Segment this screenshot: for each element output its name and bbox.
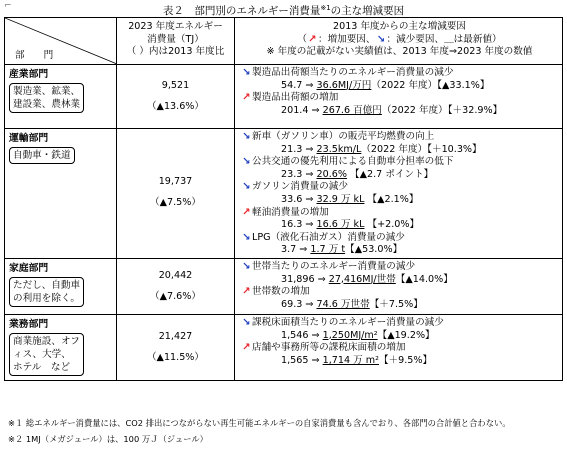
- energy-value-cell: [117, 258, 235, 314]
- factor-description: [241, 131, 560, 144]
- header-energy-line1: 2023 年度エネルギー: [128, 21, 223, 32]
- title-footnote-ref: ※1: [320, 4, 331, 12]
- factor-description: [241, 92, 560, 105]
- factor-text: 製造品出荷額当たりのエネルギー消費量の減少: [252, 67, 454, 78]
- factor-latest-value: 1.7 万 t: [310, 244, 346, 256]
- factor-change: 【▲14.0%】: [395, 273, 453, 285]
- table-row: [5, 129, 563, 259]
- factor-text: 店舗や事務所等の課税床面積の増加: [252, 342, 406, 354]
- increase-arrow-icon: ↗: [308, 33, 317, 45]
- factor-description: [241, 156, 560, 169]
- factor-text: LPG（液化石油ガス）消費量の減少: [252, 231, 405, 243]
- header-energy: [117, 18, 235, 65]
- legend-decrease-text: ：減少要因、: [386, 33, 445, 45]
- sector-name: 家庭部門: [9, 262, 49, 274]
- factor-description: [241, 232, 560, 245]
- factors-cell: [235, 314, 563, 380]
- increase-arrow-icon: ↗: [242, 206, 251, 218]
- factor-values: [241, 299, 560, 312]
- factor-description: [241, 286, 560, 299]
- sector-name: 業務部門: [9, 318, 49, 330]
- factor-latest-value: 16.6 万 kL: [316, 219, 365, 231]
- energy-table: [4, 17, 563, 381]
- sector-scope-line: 製造業、鉱業、: [13, 86, 81, 97]
- footnotes: [8, 415, 511, 447]
- decrease-arrow-icon: ↘: [242, 260, 251, 272]
- factor-base-value: 54.7 ⇒: [281, 79, 317, 91]
- factor-description: [241, 67, 560, 80]
- factor-values: [241, 219, 560, 232]
- energy-value: 19,737: [158, 176, 193, 187]
- sector-scope-line: ホテル など: [13, 361, 71, 373]
- energy-value: 21,427: [158, 330, 193, 342]
- factor-text: 世帯当たりのエネルギー消費量の減少: [252, 260, 416, 272]
- energy-ratio: （▲7.6%）: [150, 290, 201, 302]
- legend-increase-text: ：増加要因、: [317, 33, 376, 45]
- sector-cell: [5, 258, 117, 314]
- header-sector: [5, 18, 117, 65]
- header-factors-line1: 2013 年度からの主な増減要因: [333, 21, 466, 32]
- factor-change: 【▲53.0%】: [345, 244, 403, 256]
- sector-scope-line: 自動車・鉄道: [13, 150, 71, 161]
- sector-cell: [5, 65, 117, 129]
- increase-arrow-icon: ↗: [242, 92, 251, 104]
- decrease-arrow-icon: ↘: [242, 156, 251, 168]
- sector-scope-line: 商業施設、オフ: [13, 335, 80, 347]
- footnote-2: ※２ 1MJ（メガジュール）は、100 万Ｊ（ジュール）: [8, 434, 208, 444]
- factor-base-value: 3.7 ⇒: [281, 244, 311, 256]
- energy-value: 20,442: [158, 269, 193, 281]
- factor-latest-value: 27,416MJ/世帯: [328, 273, 396, 285]
- factor-change: 【▲19.2%】: [377, 329, 435, 341]
- legend-underline-mark: ＿: [444, 33, 454, 45]
- factor-description: [241, 181, 560, 194]
- table-row: [5, 65, 563, 129]
- factor-change: 【＋9.5%】: [378, 354, 433, 366]
- table-body: [5, 65, 563, 381]
- title-tail: の主な増減要因: [330, 5, 405, 17]
- factor-description: [241, 261, 560, 274]
- footnote-1: ※１ 総エネルギー消費量には、CO2 排出につながらない再生可能エネルギーの自家消費量も含んでおり、各部門の合計値と合わない。: [8, 418, 511, 428]
- factor-change: 【▲2.7 ポイント】: [346, 168, 434, 180]
- sector-scope-line: 建設業、農林業: [13, 99, 81, 110]
- factor-latest-value: 23.5km/L: [316, 143, 362, 155]
- energy-ratio: （▲13.6%）: [146, 101, 205, 112]
- sector-scope-line: の利用を除く。: [13, 292, 80, 304]
- factor-text: 製造品出荷額の増加: [252, 92, 339, 104]
- factor-description: [241, 317, 560, 330]
- factor-values: [241, 169, 560, 182]
- sector-cell: [5, 129, 117, 259]
- decrease-arrow-icon: ↘: [242, 231, 251, 243]
- factor-change: （2022 年度）【＋32.9%】: [381, 104, 503, 116]
- factors-cell: [235, 129, 563, 259]
- factor-latest-value: 20.6%: [316, 168, 347, 180]
- header-energy-line2: 消費量（TJ）: [147, 33, 204, 45]
- legend-latest-text: は最新値）: [453, 33, 502, 45]
- header-row: [5, 18, 563, 65]
- sector-name: 産業部門: [9, 69, 49, 80]
- factor-base-value: 23.3 ⇒: [281, 168, 317, 180]
- factor-values: [241, 80, 560, 93]
- decrease-arrow-icon: ↘: [242, 316, 251, 328]
- factor-base-value: 201.4 ⇒: [281, 104, 323, 116]
- factors-cell: [235, 65, 563, 129]
- factor-text: 新車（ガソリン車）の販売平均燃費の向上: [252, 131, 435, 142]
- factors-cell: [235, 258, 563, 314]
- sector-scope-box: [9, 83, 84, 113]
- factor-latest-value: 267.6 百億円: [322, 104, 382, 116]
- factor-values: [241, 355, 560, 368]
- factor-base-value: 33.6 ⇒: [281, 193, 317, 205]
- factor-latest-value: 32.9 万 kL: [316, 193, 365, 205]
- decrease-arrow-icon: ↘: [242, 181, 251, 193]
- factor-base-value: 16.3 ⇒: [281, 219, 317, 231]
- header-energy-line3: （ ）内は2013 年度比: [126, 46, 225, 57]
- factor-text: 世帯数の増加: [252, 286, 310, 298]
- factor-latest-value: 1,714 万 m²: [322, 354, 379, 366]
- table-row: [5, 314, 563, 380]
- energy-ratio: （▲7.5%）: [150, 197, 201, 208]
- factor-latest-value: 74.6 万世帯: [316, 298, 370, 310]
- header-factors-legend: [241, 34, 558, 47]
- energy-ratio: （▲11.5%）: [146, 351, 205, 363]
- factor-change: 【＋7.5%】: [369, 298, 423, 310]
- factor-description: [241, 207, 560, 220]
- factor-change: 【▲2.1%】: [364, 193, 419, 205]
- factor-values: [241, 105, 560, 118]
- decrease-arrow-icon: ↘: [376, 33, 386, 45]
- factor-base-value: 21.3 ⇒: [281, 143, 317, 155]
- energy-value: 9,521: [161, 80, 190, 91]
- factor-description: [241, 342, 560, 355]
- sector-cell: [5, 314, 117, 380]
- factor-text: 課税床面積当たりのエネルギー消費量の減少: [252, 316, 444, 328]
- factor-text: 公共交通の優先利用による自動車分担率の低下: [252, 156, 454, 168]
- factor-base-value: 31,896 ⇒: [281, 273, 329, 285]
- table-title: [0, 1, 567, 18]
- table-row: [5, 258, 563, 314]
- factor-base-value: 1,565 ⇒: [281, 354, 323, 366]
- factor-values: [241, 194, 560, 207]
- sector-scope-box: [9, 277, 84, 307]
- energy-value-cell: [117, 314, 235, 380]
- factor-text: 軽油消費量の増加: [252, 206, 329, 218]
- legend-open: （: [297, 33, 307, 45]
- factor-change: （2022 年度）【＋10.3%】: [361, 143, 482, 155]
- increase-arrow-icon: ↗: [242, 286, 251, 298]
- factor-values: [241, 274, 560, 287]
- corner-mark: ⌐: [4, 1, 12, 11]
- factor-values: [241, 244, 560, 257]
- header-sector-label: 部 門: [15, 50, 62, 61]
- sector-scope-box: [9, 333, 84, 376]
- sector-name: 運輸部門: [9, 133, 49, 144]
- energy-value-cell: [117, 65, 235, 129]
- factor-change: 【+2.0%】: [364, 219, 420, 231]
- factor-base-value: 69.3 ⇒: [281, 298, 317, 310]
- increase-arrow-icon: ↗: [242, 342, 251, 354]
- factor-text: ガソリン消費量の減少: [252, 181, 348, 193]
- factor-change: （2022 年度）【▲33.1%】: [371, 79, 490, 91]
- energy-value-cell: [117, 129, 235, 259]
- factor-latest-value: 1,250MJ/m²: [322, 329, 378, 341]
- sector-scope-line: ただし、自動車: [13, 279, 81, 291]
- decrease-arrow-icon: ↘: [242, 131, 251, 142]
- decrease-arrow-icon: ↘: [242, 67, 251, 78]
- factor-latest-value: 36.6MJ/万円: [316, 79, 372, 91]
- factor-values: [241, 330, 560, 343]
- sector-scope-line: ィス、大学、: [13, 348, 71, 360]
- factor-values: [241, 144, 560, 157]
- header-factors: [235, 18, 563, 65]
- sector-scope-box: [9, 147, 75, 164]
- factor-base-value: 1,546 ⇒: [281, 329, 323, 341]
- title-main: 表２ 部門別のエネルギー消費量: [162, 5, 321, 17]
- header-factors-note: ※ 年度の記載がない実績値は、2013 年度⇒2023 年度の数値: [266, 46, 533, 57]
